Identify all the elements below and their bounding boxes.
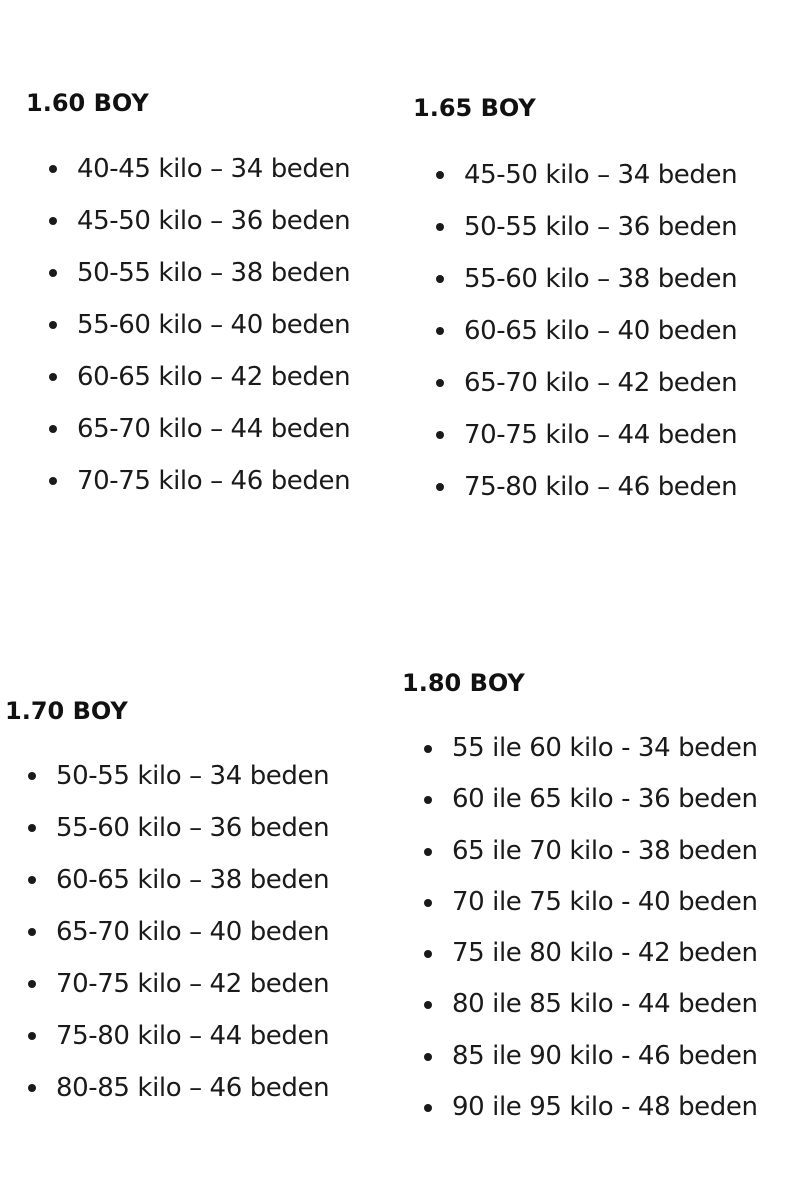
- size-section-165: [413, 93, 737, 513]
- list-item-text: 55-60 kilo – 38 beden: [464, 264, 738, 294]
- size-list: [47, 143, 350, 507]
- list-item: [422, 774, 758, 825]
- bullet-icon: [28, 876, 36, 884]
- bullet-icon: [49, 217, 57, 225]
- list-item: [434, 149, 737, 201]
- bullet-icon: [49, 165, 57, 173]
- bullet-icon: [28, 1084, 36, 1092]
- list-item-text: 60-65 kilo – 38 beden: [56, 865, 330, 895]
- size-list: [26, 750, 329, 1114]
- list-item-text: 70-75 kilo – 46 beden: [77, 466, 351, 496]
- bullet-icon: [424, 848, 432, 856]
- list-item: [47, 247, 350, 299]
- list-item: [422, 723, 758, 774]
- list-item: [434, 409, 737, 461]
- list-item: [26, 1010, 329, 1062]
- bullet-icon: [436, 431, 444, 439]
- list-item-text: 45-50 kilo – 36 beden: [77, 206, 351, 236]
- bullet-icon: [28, 1032, 36, 1040]
- list-item: [422, 928, 758, 979]
- list-item-text: 65-70 kilo – 42 beden: [464, 368, 738, 398]
- list-item-text: 80 ile 85 kilo - 44 beden: [452, 989, 758, 1020]
- size-section-180: [402, 668, 758, 1133]
- section-heading: 1.70 BOY: [5, 697, 128, 725]
- size-section-170: [5, 696, 329, 1114]
- bullet-icon: [436, 223, 444, 231]
- bullet-icon: [424, 1053, 432, 1061]
- section-heading: 1.80 BOY: [402, 669, 525, 697]
- list-item: [47, 351, 350, 403]
- list-item: [47, 299, 350, 351]
- bullet-icon: [424, 745, 432, 753]
- list-item: [434, 305, 737, 357]
- list-item-text: 60-65 kilo – 40 beden: [464, 316, 738, 346]
- list-item-text: 65-70 kilo – 44 beden: [77, 414, 351, 444]
- list-item: [422, 979, 758, 1030]
- bullet-icon: [424, 950, 432, 958]
- bullet-icon: [28, 772, 36, 780]
- list-item: [26, 854, 329, 906]
- bullet-icon: [436, 275, 444, 283]
- bullet-icon: [28, 928, 36, 936]
- list-item-text: 60 ile 65 kilo - 36 beden: [452, 784, 758, 815]
- list-item-text: 70 ile 75 kilo - 40 beden: [452, 886, 758, 917]
- list-item: [47, 455, 350, 507]
- list-item: [26, 906, 329, 958]
- list-item: [422, 826, 758, 877]
- list-item-text: 70-75 kilo – 42 beden: [56, 969, 330, 999]
- bullet-icon: [28, 824, 36, 832]
- bullet-icon: [49, 269, 57, 277]
- size-list: [434, 149, 737, 513]
- section-heading: 1.60 BOY: [26, 89, 149, 117]
- list-item-text: 75-80 kilo – 46 beden: [464, 472, 738, 502]
- bullet-icon: [49, 477, 57, 485]
- bullet-icon: [49, 321, 57, 329]
- list-item-text: 90 ile 95 kilo - 48 beden: [452, 1092, 758, 1123]
- list-item: [434, 253, 737, 305]
- list-item-text: 70-75 kilo – 44 beden: [464, 420, 738, 450]
- list-item-text: 55 ile 60 kilo - 34 beden: [452, 733, 758, 763]
- bullet-icon: [49, 373, 57, 381]
- list-item-text: 45-50 kilo – 34 beden: [464, 160, 738, 190]
- bullet-icon: [436, 171, 444, 179]
- list-item: [47, 195, 350, 247]
- list-item: [422, 877, 758, 928]
- list-item-text: 55-60 kilo – 36 beden: [56, 813, 330, 843]
- list-item-text: 50-55 kilo – 38 beden: [77, 258, 351, 288]
- list-item-text: 80-85 kilo – 46 beden: [56, 1073, 330, 1103]
- list-item-text: 60-65 kilo – 42 beden: [77, 362, 351, 392]
- list-item-text: 55-60 kilo – 40 beden: [77, 310, 351, 340]
- size-list: [422, 723, 758, 1133]
- size-section-160: [26, 88, 350, 507]
- section-heading: 1.65 BOY: [413, 94, 536, 122]
- list-item: [26, 802, 329, 854]
- list-item-text: 50-55 kilo – 34 beden: [56, 761, 330, 791]
- bullet-icon: [424, 1001, 432, 1009]
- list-item: [422, 1082, 758, 1133]
- list-item-text: 75-80 kilo – 44 beden: [56, 1021, 330, 1051]
- list-item: [434, 461, 737, 513]
- bullet-icon: [436, 327, 444, 335]
- list-item: [26, 958, 329, 1010]
- bullet-icon: [49, 425, 57, 433]
- bullet-icon: [436, 379, 444, 387]
- bullet-icon: [424, 1104, 432, 1112]
- list-item-text: 85 ile 90 kilo - 46 beden: [452, 1040, 758, 1071]
- list-item: [434, 201, 737, 253]
- list-item: [47, 143, 350, 195]
- list-item-text: 65-70 kilo – 40 beden: [56, 917, 330, 947]
- list-item: [26, 1062, 329, 1114]
- list-item: [26, 750, 329, 802]
- list-item: [422, 1031, 758, 1082]
- bullet-icon: [28, 980, 36, 988]
- list-item: [434, 357, 737, 409]
- list-item-text: 50-55 kilo – 36 beden: [464, 212, 738, 242]
- list-item: [47, 403, 350, 455]
- list-item-text: 40-45 kilo – 34 beden: [77, 154, 351, 184]
- list-item-text: 65 ile 70 kilo - 38 beden: [452, 835, 758, 866]
- list-item-text: 75 ile 80 kilo - 42 beden: [452, 938, 758, 969]
- bullet-icon: [424, 899, 432, 907]
- bullet-icon: [436, 483, 444, 491]
- bullet-icon: [424, 796, 432, 804]
